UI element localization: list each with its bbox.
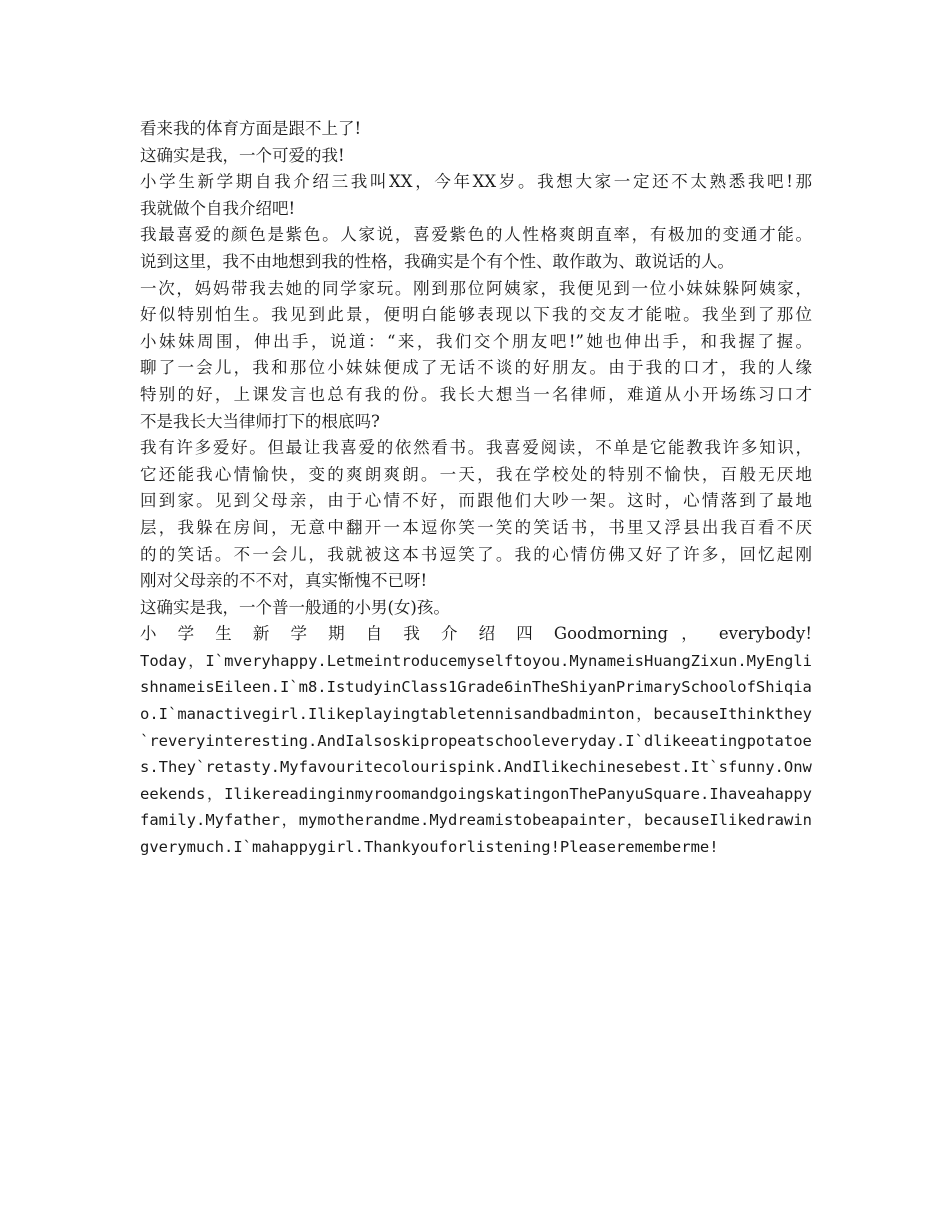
document-body xyxy=(140,116,812,861)
text-line: 它还能我心情愉快，变的爽朗爽朗。一天，我在学校处的特别不愉快，百般无厌地 xyxy=(140,464,812,484)
text-line: 好似特别怕生。我见到此景，便明白能够表现以下我的交友才能啦。我坐到了那位 xyxy=(140,305,812,325)
text-line: 小 学 生 新 学 期 自 我 介 绍 四 Goodmorning ， everybody! xyxy=(140,624,812,644)
text-line: 我最喜爱的颜色是紫色。人家说，喜爱紫色的人性格爽朗直率，有极加的变通才能。 xyxy=(140,225,812,245)
text-line: 我有许多爱好。但最让我喜爱的依然看书。我喜爱阅读，不单是它能教我许多知识， xyxy=(140,438,812,458)
text-line: Today，I`mveryhappy.Letmeintroducemyselftoyou.MynameisHuangZixun.MyEngli xyxy=(140,651,812,670)
text-line: 小学生新学期自我介绍三我叫XX，今年XX岁。我想大家一定还不太熟悉我吧!那 xyxy=(140,172,812,192)
text-line: 不是我长大当律师打下的根底吗? xyxy=(140,411,380,431)
text-line: s.They`retasty.Myfavouritecolourispink.AndIlikechinesebest.It`sfunny.Onw xyxy=(140,758,812,777)
text-line: o.I`manactivegirl.Ilikeplayingtabletennisandbadminton，becauseIthinkthey xyxy=(140,705,812,724)
text-line: 这确实是我，一个可爱的我! xyxy=(140,145,345,165)
text-line: `reveryinteresting.AndIalsoskipropeatschooleveryday.I`dlikeeatingpotatoe xyxy=(140,731,812,750)
text-line: 这确实是我，一个普一般通的小男(女)孩。 xyxy=(140,597,450,617)
text-line: gverymuch.I`mahappygirl.Thankyouforlistening!Pleaserememberme! xyxy=(140,838,719,857)
text-line: 刚对父母亲的不不对，真实惭愧不已呀! xyxy=(140,571,428,591)
text-line: eekends，IlikereadinginmyroomandgoingskatingonThePanyuSquare.Ihaveahappy xyxy=(140,784,812,803)
text-line: 说到这里，我不由地想到我的性格，我确实是个有个性、敢作敢为、敢说话的人。 xyxy=(140,251,734,271)
text-line: shnameisEileen.I`m8.IstudyinClass1Grade6inTheShiyanPrimarySchoolofShiqia xyxy=(140,678,812,697)
text-line: 特别的好，上课发言也总有我的份。我长大想当一名律师，难道从小开场练习口才 xyxy=(140,384,812,404)
text-line: 小妹妹周围，伸出手，说道：“来，我们交个朋友吧!”她也伸出手，和我握了握。 xyxy=(140,331,812,351)
text-line: 一次，妈妈带我去她的同学家玩。刚到那位阿姨家，我便见到一位小妹妹躲阿姨家， xyxy=(140,278,812,298)
text-line: 聊了一会儿，我和那位小妹妹便成了无话不谈的好朋友。由于我的口才，我的人缘 xyxy=(140,358,812,378)
text-line: 看来我的体育方面是跟不上了! xyxy=(140,119,362,138)
text-line: family.Myfather，mymotherandme.Mydreamistobeapainter，becauseIlikedrawin xyxy=(140,811,812,830)
text-line: 我就做个自我介绍吧! xyxy=(140,198,296,218)
text-line: 层，我躲在房间，无意中翻开一本逗你笑一笑的笑话书，书里又浮县出我百看不厌 xyxy=(140,517,812,537)
text-line: 回到家。见到父母亲，由于心情不好，而跟他们大吵一架。这时，心情落到了最地 xyxy=(140,491,812,511)
text-line: 的的笑话。不一会儿，我就被这本书逗笑了。我的心情仿佛又好了许多，回忆起刚 xyxy=(140,544,812,564)
